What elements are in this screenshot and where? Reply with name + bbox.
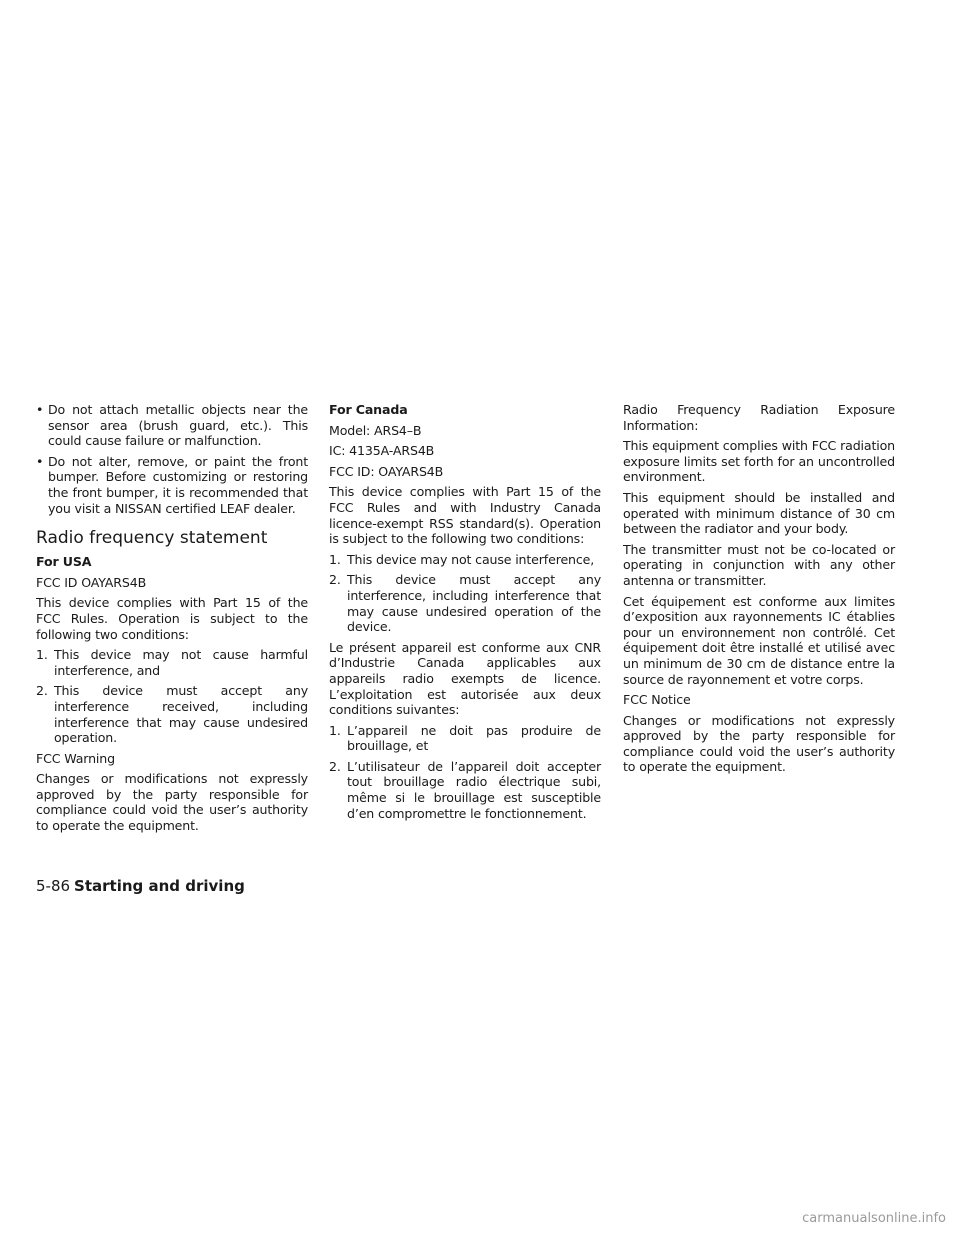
list-item (329, 552, 601, 568)
fcc-warning-text: Changes or modifications not expressly approved by the party responsible for compliance could void the user’s authority to operate the equipment. (36, 771, 308, 834)
section-title: Radio frequency statement (36, 528, 268, 549)
list-item (36, 647, 308, 678)
bullet-mark: • (36, 453, 44, 469)
usa-compliance-paragraph: This device complies with Part 15 of the FCC Rules. Operation is subject to the following two conditions: (36, 595, 308, 642)
rf-paragraph-2: This equipment should be installed and operated with minimum distance of 30 cm between the radiator and your body. (623, 489, 895, 537)
canada-french-paragraph: Le présent appareil est conforme aux CNR d’Industrie Canada applicables aux appareils radio exempts de licence. L’exploitation est autorisée aux deux conditions suivantes: (329, 639, 601, 718)
list-text: This device must accept any interference received, including interference that may cause undesired operation. (54, 683, 308, 746)
canada-heading: For Canada (329, 402, 408, 417)
watermark[interactable]: carmanualsonline.info (802, 1211, 946, 1226)
canada-ic: IC: 4135A-ARS4B (329, 443, 435, 459)
usa-fcc-id: FCC ID OAYARS4B (36, 574, 147, 590)
list-number: 2. (36, 683, 48, 699)
chapter-title: Starting and driving (74, 877, 245, 895)
list-number: 2. (329, 758, 341, 774)
usa-conditions-list (36, 647, 308, 746)
canada-conditions-list-en (329, 552, 601, 635)
canada-compliance-paragraph: This device complies with Part 15 of the FCC Rules and with Industry Canada licence-exempt RSS standard(s). Operation is subject to the following two conditions: (329, 484, 601, 547)
list-item (329, 759, 601, 821)
list-text: This device may not cause harmful interference, and (54, 647, 308, 678)
fcc-notice-heading: FCC Notice (623, 692, 691, 708)
canada-model: Model: ARS4–B (329, 422, 422, 438)
canada-fcc-id: FCC ID: OAYARS4B (329, 463, 444, 479)
rf-paragraph-3: The transmitter must not be co-located or operating in conjunction with any other antenna or transmitter. (623, 541, 895, 588)
list-item (36, 683, 308, 745)
fcc-notice-text: Changes or modifications not expressly approved by the party responsible for compliance could void the user’s authority to operate the equipment. (623, 712, 895, 775)
list-text: This device must accept any interference, including interference that may cause undesired operation of the device. (347, 572, 601, 635)
bullet-text: Do not attach metallic objects near the sensor area (brush guard, etc.). This could cause failure or malfunction. (48, 402, 308, 449)
fcc-warning-heading: FCC Warning (36, 750, 115, 766)
list-number: 1. (329, 722, 341, 738)
usa-heading: For USA (36, 554, 92, 570)
bullet-item (36, 454, 308, 516)
bullet-mark: • (36, 402, 44, 417)
rf-paragraph-1: This equipment complies with FCC radiation exposure limits set forth for an uncontrolled environment. (623, 438, 895, 485)
bullet-text: Do not alter, remove, or paint the front bumper. Before customizing or restoring the front bumper, it is recommended that you visit a NISSAN certified LEAF dealer. (48, 453, 308, 516)
list-number: 1. (36, 647, 48, 663)
bullet-item (36, 402, 308, 449)
page-footer (36, 876, 245, 896)
list-item (329, 723, 601, 754)
list-text: L’utilisateur de l’appareil doit accepter tout brouillage radio électrique subi, même si le brouillage est susceptible d’en compromettre le fonctionnement. (347, 758, 601, 821)
column-left (36, 402, 308, 839)
list-text: L’appareil ne doit pas produire de brouillage, et (347, 722, 601, 754)
list-item (329, 572, 601, 634)
list-text: This device may not cause interference, (347, 551, 595, 567)
caution-bullet-list (36, 402, 308, 516)
rf-french-paragraph: Cet équipement est conforme aux limites d’exposition aux rayonnements IC établies pour un environnement non contrôlé. Cet équipement doit être installé et utilisé avec un minimum de 30 cm de distance entre la source de rayonnement et votre corps. (623, 593, 895, 687)
column-middle (329, 402, 601, 826)
column-right (623, 402, 895, 780)
canada-conditions-list-fr (329, 723, 601, 822)
list-number: 1. (329, 551, 341, 567)
page-number: 5-86 (36, 877, 71, 895)
list-number: 2. (329, 572, 341, 588)
rf-exposure-heading: Radio Frequency Radiation Exposure Information: (623, 402, 895, 433)
